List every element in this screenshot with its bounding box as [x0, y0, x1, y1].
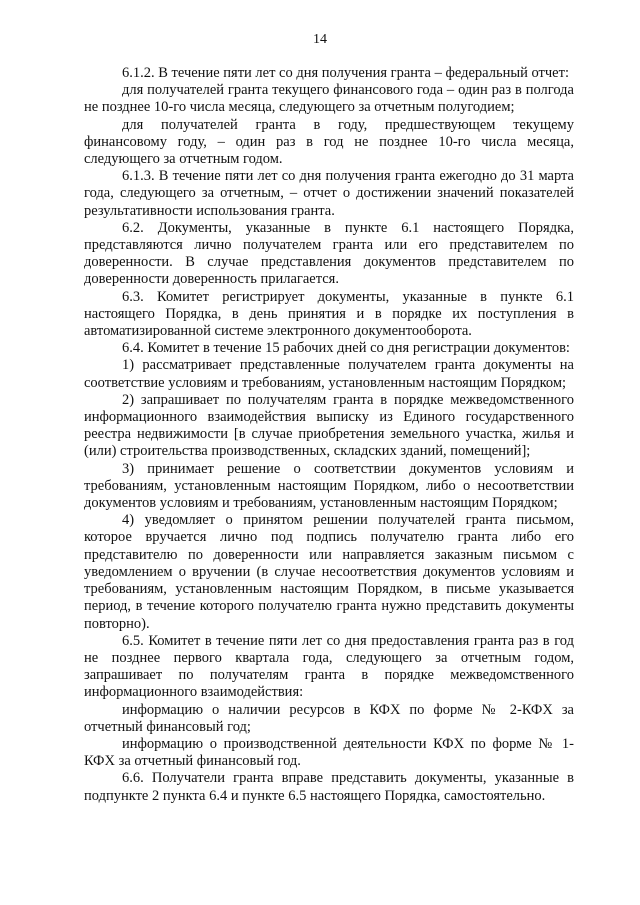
paragraph-6-2: 6.2. Документы, указанные в пункте 6.1 настоящего Порядка, представляются лично получателем гранта или его представителем по доверенности. В случае представления документов представителем по доверенности доверенность прилагается.	[84, 219, 574, 288]
paragraph-6-1-3: 6.1.3. В течение пяти лет со дня получения гранта ежегодно до 31 марта года, следующего за отчетным, – отчет о достижении значений показателей результативности использования гранта.	[84, 168, 574, 219]
paragraph-6-1-2: 6.1.2. В течение пяти лет со дня получения гранта – федеральный отчет:	[122, 65, 569, 81]
paragraph-previous-year-recipients: для получателей гранта в году, предшествующем текущему финансовому году, – один раз в год не позднее 10-го числа месяца, следующего за отчетным годом.	[84, 116, 574, 168]
paragraph-6-4-item-1: 1) рассматривает представленные получателем гранта документы на соответствие условиям и требованиям, установленным настоящим Порядком;	[84, 357, 574, 391]
paragraph-6-6: 6.6. Получатели гранта вправе представить документы, указанные в подпункте 2 пункта 6.4 и пункте 6.5 настоящего Порядка, самостоятельно.	[84, 770, 574, 804]
paragraph-6-4: 6.4. Комитет в течение 15 рабочих дней со дня регистрации документов:	[122, 340, 570, 357]
paragraph-form-2-kfh: информацию о наличии ресурсов в КФХ по форме № 2-КФХ за отчетный финансовый год;	[84, 701, 574, 735]
paragraph-6-4-item-4: 4) уведомляет о принятом решении получателей гранта письмом, которое вручается лично под подпись получателю гранта либо его представителю по доверенности или направляется заказным письмом с уведомлением о вручении (в случае несоответствия документов условиям и требованиям, установленным настоящим Порядком, в письме указывается период, в течение которого получателю гранта нужно представить документы повторно).	[84, 512, 574, 632]
page-number: 14	[313, 32, 327, 47]
paragraph-current-year-recipients: для получателей гранта текущего финансового года – один раз в полгода не позднее 10-го числа месяца, следующего за отчетным полугодием;	[84, 82, 574, 116]
paragraph-6-5: 6.5. Комитет в течение пяти лет со дня предоставления гранта раз в год не позднее первого квартала года, следующего за отчетным годом, запрашивает по получателям гранта в порядке межведомственного информационного взаимодействия:	[84, 632, 574, 701]
paragraph-6-4-item-2: 2) запрашивает по получателям гранта в порядке межведомственного информационного взаимодействия выписку из Единого государственного реестра недвижимости [в случае приобретения земельного участка, жилья и (или) строительства производственных, складских зданий, помещений];	[84, 391, 574, 460]
paragraph-form-1-kfh: информацию о производственной деятельности КФХ по форме № 1-КФХ за отчетный финансовый год.	[84, 735, 574, 770]
paragraph-6-4-item-3: 3) принимает решение о соответствии документов условиям и требованиям, установленным настоящим Порядком, либо о несоответствии документов условиям и требованиям, установленным настоящим Порядком;	[84, 460, 574, 512]
document-body	[84, 65, 574, 805]
paragraph-6-3: 6.3. Комитет регистрирует документы, указанные в пункте 6.1 настоящего Порядка, в день принятия и в порядке их поступления в автоматизированной системе электронного документооборота.	[84, 288, 574, 340]
